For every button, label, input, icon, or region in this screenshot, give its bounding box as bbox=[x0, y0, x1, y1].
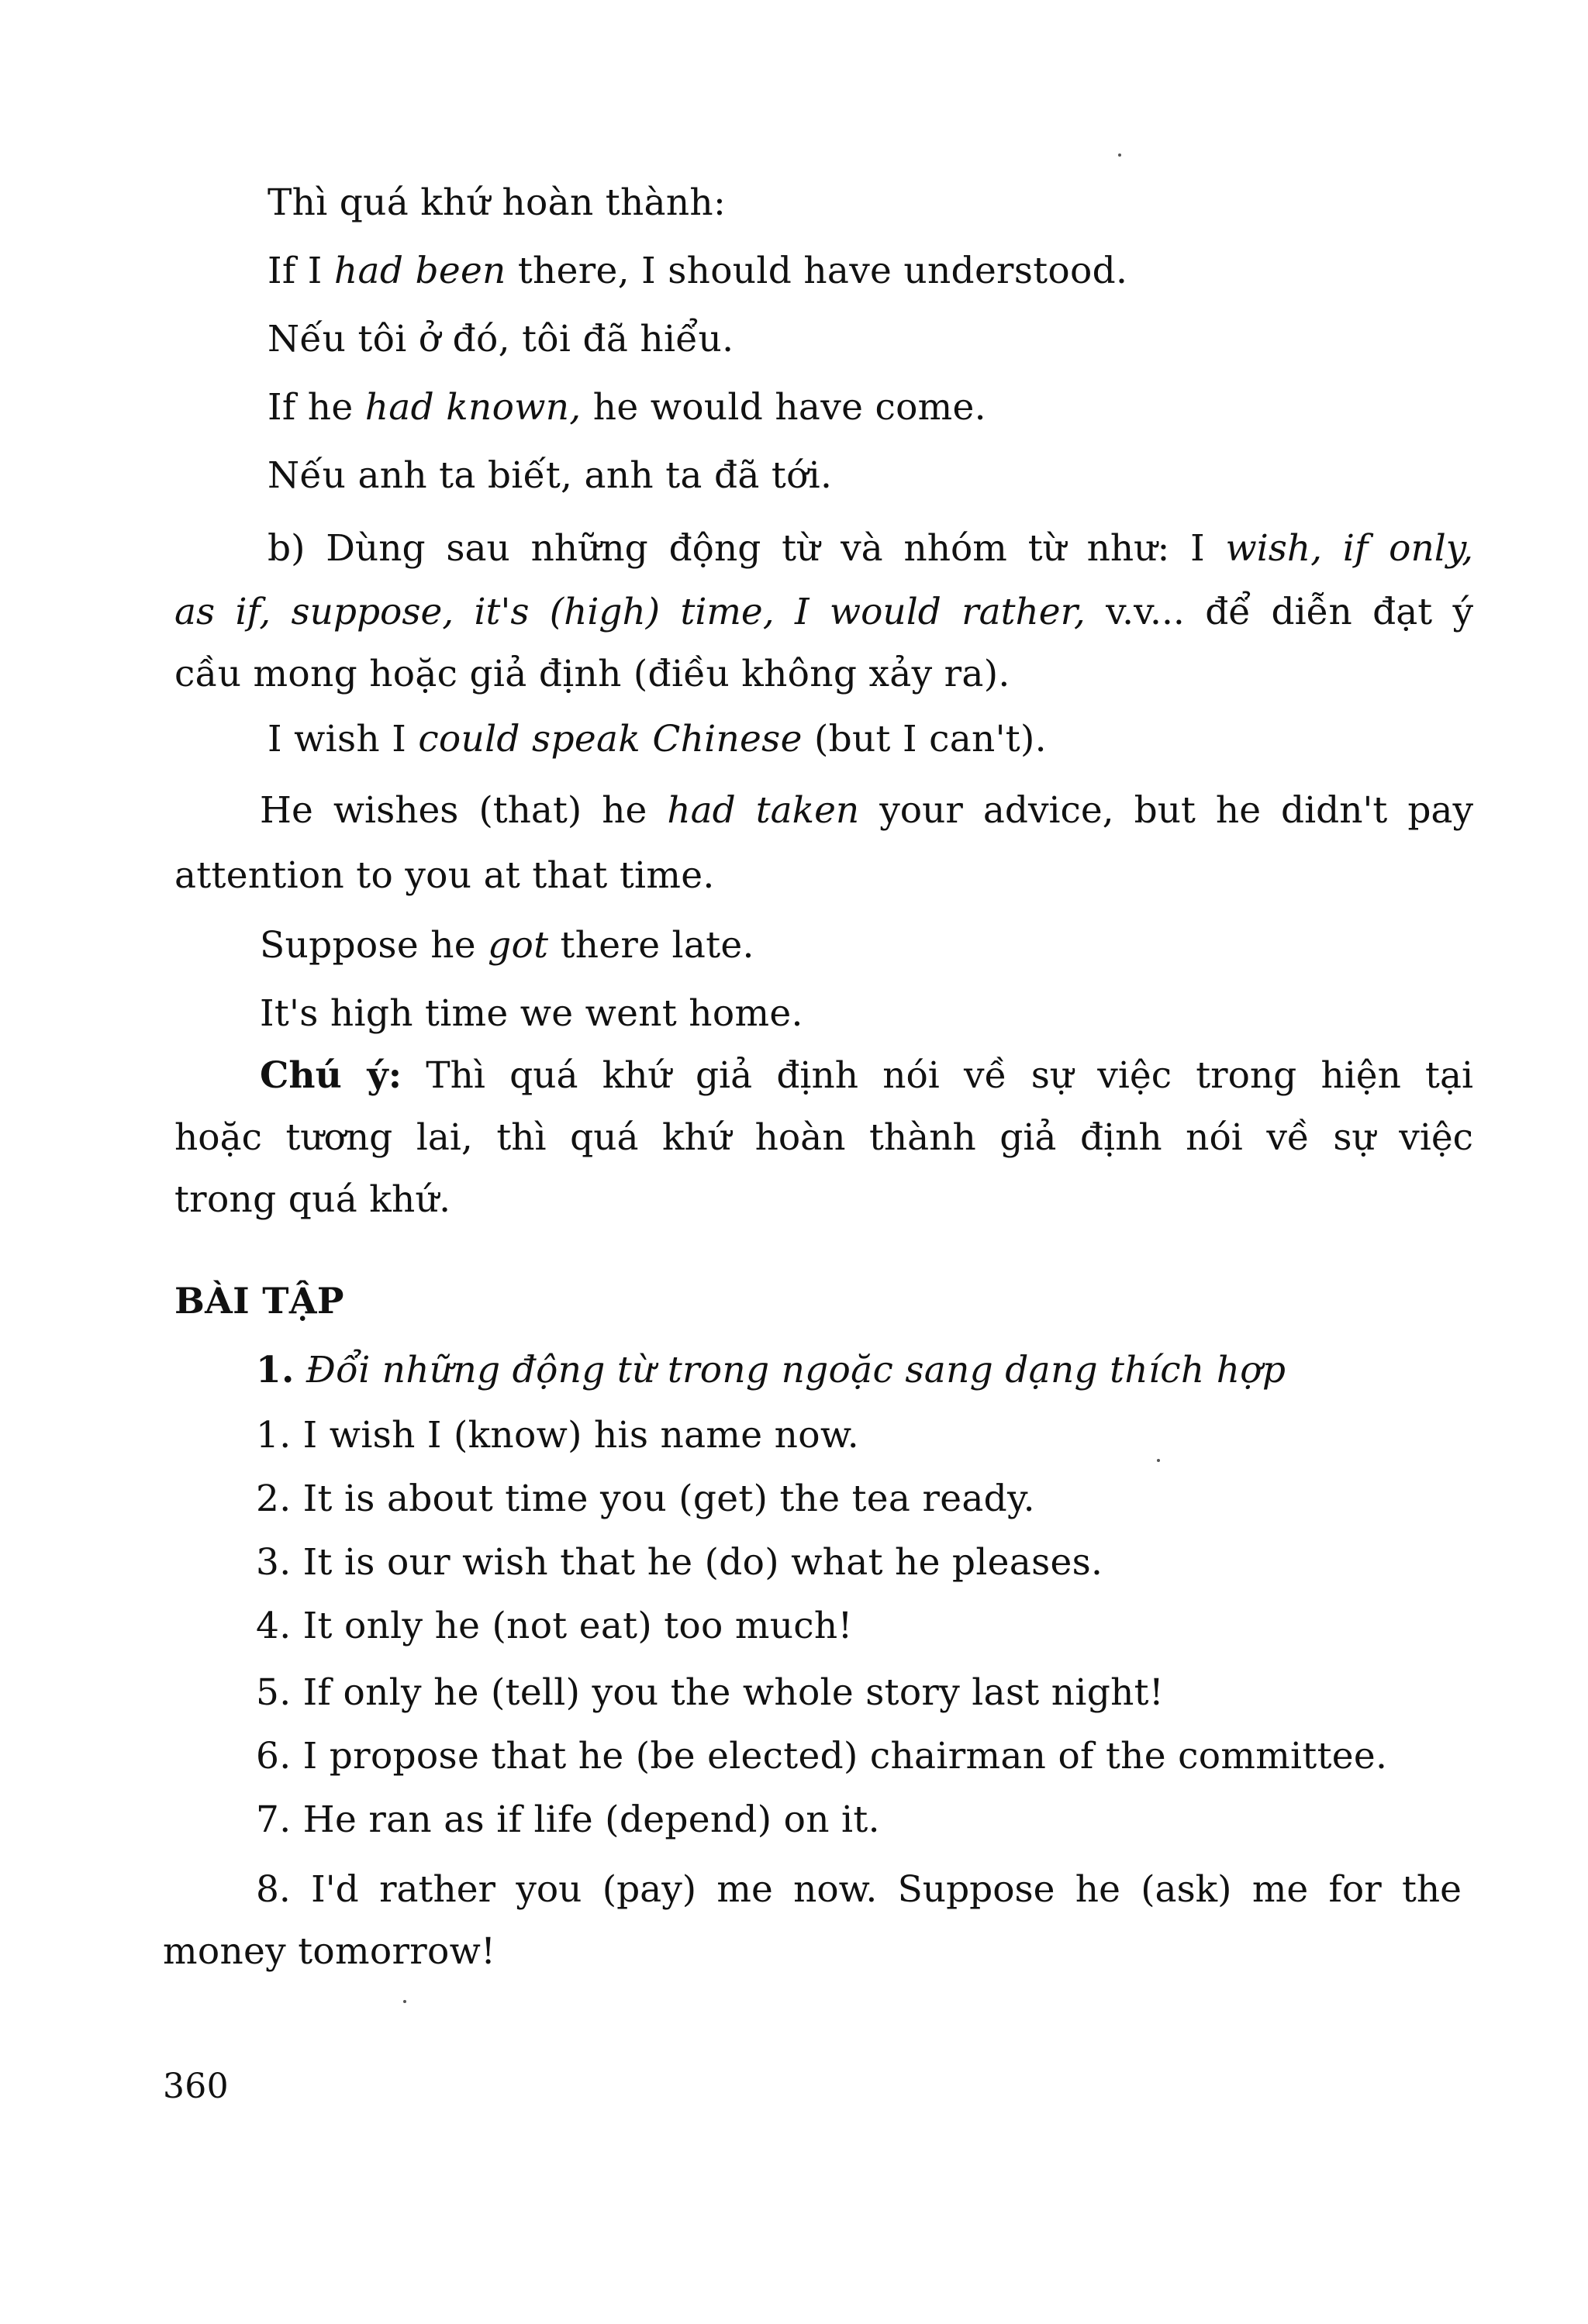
text-line: Nếu tôi ở đó, tôi đã hiểu. bbox=[268, 318, 734, 360]
scan-speck bbox=[1157, 1459, 1160, 1462]
exercise-item: 8. I'd rather you (pay) me now. Suppose he (ask) me for the bbox=[256, 1868, 1462, 1911]
text-line: Suppose he got there late. bbox=[260, 924, 754, 967]
exercise-item: 5. If only he (tell) you the whole story last night! bbox=[256, 1671, 1165, 1714]
page-number: 360 bbox=[163, 2067, 229, 2106]
exercise-item: money tomorrow! bbox=[163, 1930, 496, 1973]
section-heading: BÀI TẬP bbox=[174, 1280, 344, 1322]
text-line: It's high time we went home. bbox=[260, 992, 803, 1035]
exercise-item: 3. It is our wish that he (do) what he pleases. bbox=[256, 1541, 1103, 1584]
exercise-title: 1. Đổi những động từ trong ngoặc sang dạng thích hợp bbox=[256, 1349, 1286, 1391]
text-line: b) Dùng sau những động từ và nhóm từ như: I wish, if only, bbox=[268, 527, 1474, 570]
exercise-item: 1. I wish I (know) his name now. bbox=[256, 1414, 860, 1457]
scan-speck bbox=[1118, 153, 1121, 157]
text-line: attention to you at that time. bbox=[174, 854, 715, 897]
text-line: hoặc tương lai, thì quá khứ hoàn thành giả định nói về sự việc bbox=[174, 1116, 1473, 1159]
text-line: Chú ý: Thì quá khứ giả định nói về sự việc trong hiện tại bbox=[260, 1054, 1474, 1097]
text-line: I wish I could speak Chinese (but I can't). bbox=[268, 718, 1047, 760]
exercise-item: 4. It only he (not eat) too much! bbox=[256, 1605, 853, 1647]
text-line: trong quá khứ. bbox=[174, 1178, 451, 1221]
text-line: Thì quá khứ hoàn thành: bbox=[268, 181, 727, 224]
text-line: as if, suppose, it's (high) time, I would rather, v.v... để diễn đạt ý bbox=[174, 591, 1474, 633]
exercise-item: 2. It is about time you (get) the tea ready. bbox=[256, 1477, 1035, 1520]
exercise-item: 6. I propose that he (be elected) chairman of the committee. bbox=[256, 1735, 1388, 1777]
text-line: He wishes (that) he had taken your advice, but he didn't pay bbox=[260, 789, 1474, 832]
text-line: cầu mong hoặc giả định (điều không xảy ra). bbox=[174, 653, 1010, 695]
text-line: If he had known, he would have come. bbox=[268, 386, 986, 429]
text-line: If I had been there, I should have understood. bbox=[268, 250, 1128, 292]
text-line: Nếu anh ta biết, anh ta đã tới. bbox=[268, 454, 833, 497]
scan-speck bbox=[403, 2000, 406, 2003]
exercise-item: 7. He ran as if life (depend) on it. bbox=[256, 1798, 880, 1841]
